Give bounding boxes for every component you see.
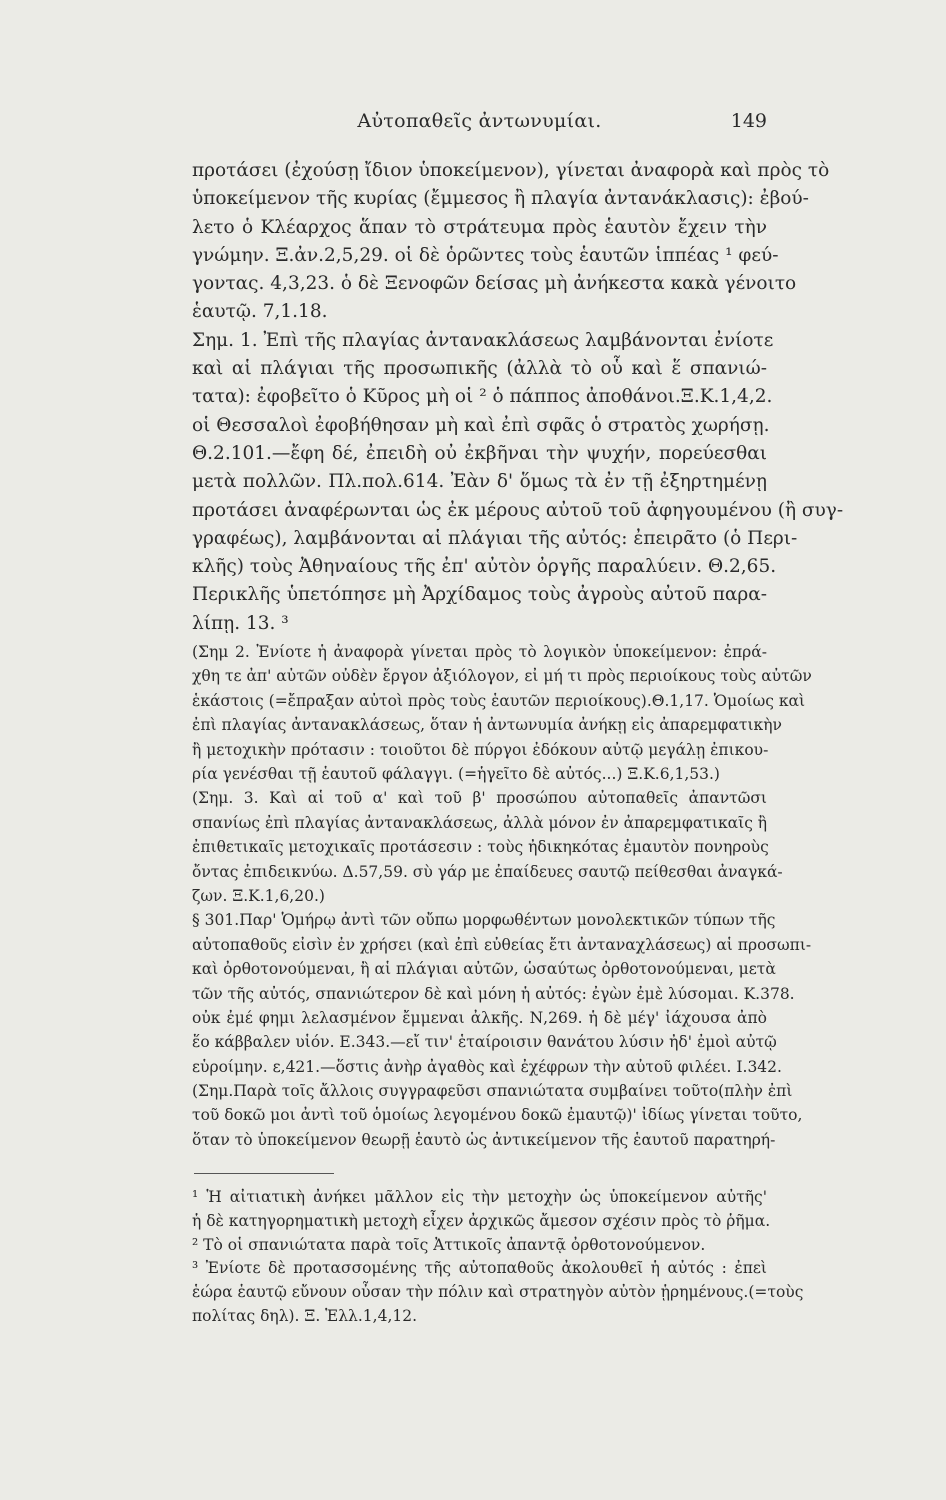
note-1-line: προτάσει ἀναφέρωνται ὡς ἐκ μέρους αὐτοῦ τοῦ ἀφηγουμένου (ἢ συγ- — [192, 499, 844, 521]
section-301-line: οὐκ ἐμέ φημι λελασμένον ἔμμεναι ἀλκῆς. Ν,269. ἡ δὲ μέγ' ἰάχουσα ἀπὸ — [192, 1008, 767, 1027]
note-2-line: χθη τε ἀπ' αὐτῶν οὐδὲν ἔργον ἀξιόλογον, εἰ μή τι πρὸς περιοίκους τοὺς αὐτῶν — [192, 667, 812, 686]
footnote-line: ² Τὸ οἱ σπανιώτατα παρὰ τοῖς Ἀττικοῖς ἀπαντᾷ ὀρθοτονούμενον. — [192, 1235, 706, 1254]
final-note-line: ὅταν τὸ ὑποκείμενον θεωρῇ ἑαυτὸ ὡς ἀντικείμενον τῆς ἑαυτοῦ παρατηρή- — [192, 1130, 776, 1149]
note-1-line: λίπῃ. 13. ³ — [192, 612, 289, 634]
note-2-line: ἐπὶ πλαγίας ἀντανακλάσεως, ὅταν ἡ ἀντωνυμία ἀνήκῃ εἰς ἀπαρεμφατικὴν — [192, 716, 782, 735]
note-3-line: ἐπιθετικαῖς μετοχικαῖς προτάσεσιν : τοὺς ἠδικηκότας ἐμαυτὸν πονηροὺς — [192, 838, 769, 857]
footnote-line: ἑώρα ἑαυτῷ εὔνουν οὖσαν τὴν πόλιν καὶ στρατηγὸν αὐτὸν ᾑρημένους.(=τοὺς — [192, 1283, 804, 1302]
page-number: 149 — [730, 110, 767, 132]
note-1-line: Περικλῆς ὑπετόπησε μὴ Ἀρχίδαμος τοὺς ἀγροὺς αὐτοῦ παρα- — [192, 584, 767, 606]
note-3-line: (Σημ. 3. Καὶ αἱ τοῦ α' καὶ τοῦ β' προσώπου αὐτοπαθεῖς ἀπαντῶσι — [192, 789, 767, 808]
text-line: ὑποκείμενον τῆς κυρίας (ἔμμεσος ἢ πλαγία ἀντανάκλασις): ἐβού- — [192, 188, 809, 210]
note-1-line: Σημ. 1. Ἐπὶ τῆς πλαγίας ἀντανακλάσεως λαμβάνονται ἐνίοτε — [192, 329, 774, 351]
note-2-line: ἢ μετοχικὴν πρότασιν : τοιοῦτοι δὲ πύργοι ἐδόκουν αὐτῷ μεγάλῃ ἐπικου- — [192, 740, 769, 759]
main-text — [192, 157, 844, 1152]
note-1-line: κλῆς) τοὺς Ἀθηναίους τῆς ἐπ' αὐτὸν ὀργῆς παραλύειν. Θ.2,65. — [192, 556, 777, 578]
note-3-line: ὄντας ἐπιδεικνύω. Δ.57,59. σὺ γάρ με ἐπαίδευες σαυτῷ πείθεσθαι ἀναγκά- — [192, 862, 783, 881]
note-1-line: γραφέως), λαμβάνονται αἱ πλάγιαι τῆς αὐτός: ἐπειρᾶτο (ὁ Περι- — [192, 527, 798, 549]
section-301-line: τῶν τῆς αὐτός, σπανιώτερον δὲ καὶ μόνη ἡ αὐτός: ἐγὼν ἐμὲ λύσομαι. Κ.378. — [192, 984, 795, 1003]
running-title: Αὐτοπαθεῖς ἀντωνυμίαι. — [357, 110, 602, 132]
page-header — [192, 110, 767, 140]
text-line: προτάσει (ἐχούσῃ ἴδιον ὑποκείμενον), γίνεται ἀναφορὰ καὶ πρὸς τὸ — [192, 160, 830, 181]
note-2-line: (Σημ 2. Ἐνίοτε ἡ ἀναφορὰ γίνεται πρὸς τὸ λογικὸν ὑποκείμενον: ἐπρά- — [192, 643, 767, 662]
note-1-line: οἱ Θεσσαλοὶ ἐφοβήθησαν μὴ καὶ ἐπὶ σφᾶς ὁ στρατὸς χωρήσῃ. — [192, 414, 770, 436]
text-line: ἑαυτῷ. 7,1.18. — [192, 301, 328, 323]
final-note-line: τοῦ δοκῶ μοι ἀντὶ τοῦ ὁμοίως λεγομένου δοκῶ ἐμαυτῷ)' ἰδίως γίνεται τοῦτο, — [192, 1106, 803, 1125]
note-1-line: τατα): ἐφοβεῖτο ὁ Κῦρος μὴ οἱ ² ὁ πάππος ἀποθάνοι.Ξ.Κ.1,4,2. — [192, 386, 773, 408]
section-301-line: ἕο κάββαλεν υἱόν. Ε.343.—εἴ τιν' ἑταίροισιν θανάτου λύσιν ἠδ' ἐμοὶ αὐτῷ — [192, 1033, 777, 1052]
note-2-line: ἑκάστοις (=ἔπραξαν αὐτοὶ πρὸς τοὺς ἑαυτῶν περιοίκους).Θ.1,17. Ὁμοίως καὶ — [192, 691, 806, 710]
section-301-line: αὐτοπαθοῦς εἰσὶν ἐν χρήσει (καὶ ἐπὶ εὐθείας ἔτι ἀνταναχλάσεως) αἱ προσωπι- — [192, 935, 812, 954]
note-3-line: σπανίως ἐπὶ πλαγίας ἀντανακλάσεως, ἀλλὰ μόνον ἐν ἀπαρεμφατικαῖς ἢ — [192, 813, 768, 832]
section-301-line: εὑροίμην. ε,421.—ὅστις ἀνὴρ ἀγαθὸς καὶ ἐχέφρων τὴν αὐτοῦ φιλέει. Ι.342. — [192, 1057, 782, 1076]
final-note-line: (Σημ.Παρὰ τοῖς ἄλλοις συγγραφεῦσι σπανιώτατα συμβαίνει τοῦτο(πλὴν ἐπὶ — [192, 1082, 793, 1101]
footnote-line: ἡ δὲ κατηγορηματικὴ μετοχὴ εἶχεν ἀρχικῶς ἄμεσον σχέσιν πρὸς τὸ ῥῆμα. — [192, 1211, 771, 1230]
text-line: γνώμην. Ξ.ἀν.2,5,29. οἱ δὲ ὁρῶντες τοὺς ἑαυτῶν ἱππέας ¹ φεύ- — [192, 244, 779, 266]
footnote-line: πολίτας δηλ). Ξ. Ἑλλ.1,4,12. — [192, 1306, 418, 1325]
footnote-divider — [194, 1173, 334, 1174]
note-1-line: καὶ αἱ πλάγιαι τῆς προσωπικῆς (ἀλλὰ τὸ οὗ καὶ ἕ σπανιώ- — [192, 358, 767, 380]
footnote-line: ³ Ἐνίοτε δὲ προτασσομένης τῆς αὐτοπαθοῦς ἀκολουθεῖ ἡ αὐτός : ἐπεὶ — [192, 1259, 767, 1278]
text-line: λετο ὁ Κλέαρχος ἅπαν τὸ στράτευμα πρὸς ἑαυτὸν ἔχειν τὴν — [192, 216, 767, 238]
note-3-line: ζων. Ξ.Κ.1,6,20.) — [192, 886, 325, 905]
note-1-line: μετὰ πολλῶν. Πλ.πολ.614. Ἐὰν δ' ὅμως τὰ ἐν τῇ ἐξηρτημένῃ — [192, 471, 767, 493]
section-301-line: καὶ ὀρθοτονούμεναι, ἢ αἱ πλάγιαι αὐτῶν, ὡσαύτως ὀρθοτονούμεναι, μετὰ — [192, 960, 776, 979]
text-line: γοντας. 4,3,23. ὁ δὲ Ξενοφῶν δείσας μὴ ἀνήκεστα κακὰ γένοιτο — [192, 273, 797, 295]
footnotes — [192, 1186, 804, 1329]
section-301-line: § 301.Παρ' Ὁμήρῳ ἀντὶ τῶν οὔπω μορφωθέντων μονολεκτικῶν τύπων τῆς — [192, 911, 776, 930]
note-1-line: Θ.2.101.—ἔφη δέ, ἐπειδὴ οὐ ἐκβῆναι τὴν ψυχήν, πορεύεσθαι — [192, 442, 767, 464]
note-2-line: ρία γενέσθαι τῇ ἑαυτοῦ φάλαγγι. (=ἡγεῖτο δὲ αὐτός...) Ξ.Κ.6,1,53.) — [192, 765, 720, 783]
footnote-line: ¹ Ἡ αἰτιατικὴ ἀνήκει μᾶλλον εἰς τὴν μετοχὴν ὡς ὑποκείμενον αὐτῆς' — [192, 1188, 767, 1206]
